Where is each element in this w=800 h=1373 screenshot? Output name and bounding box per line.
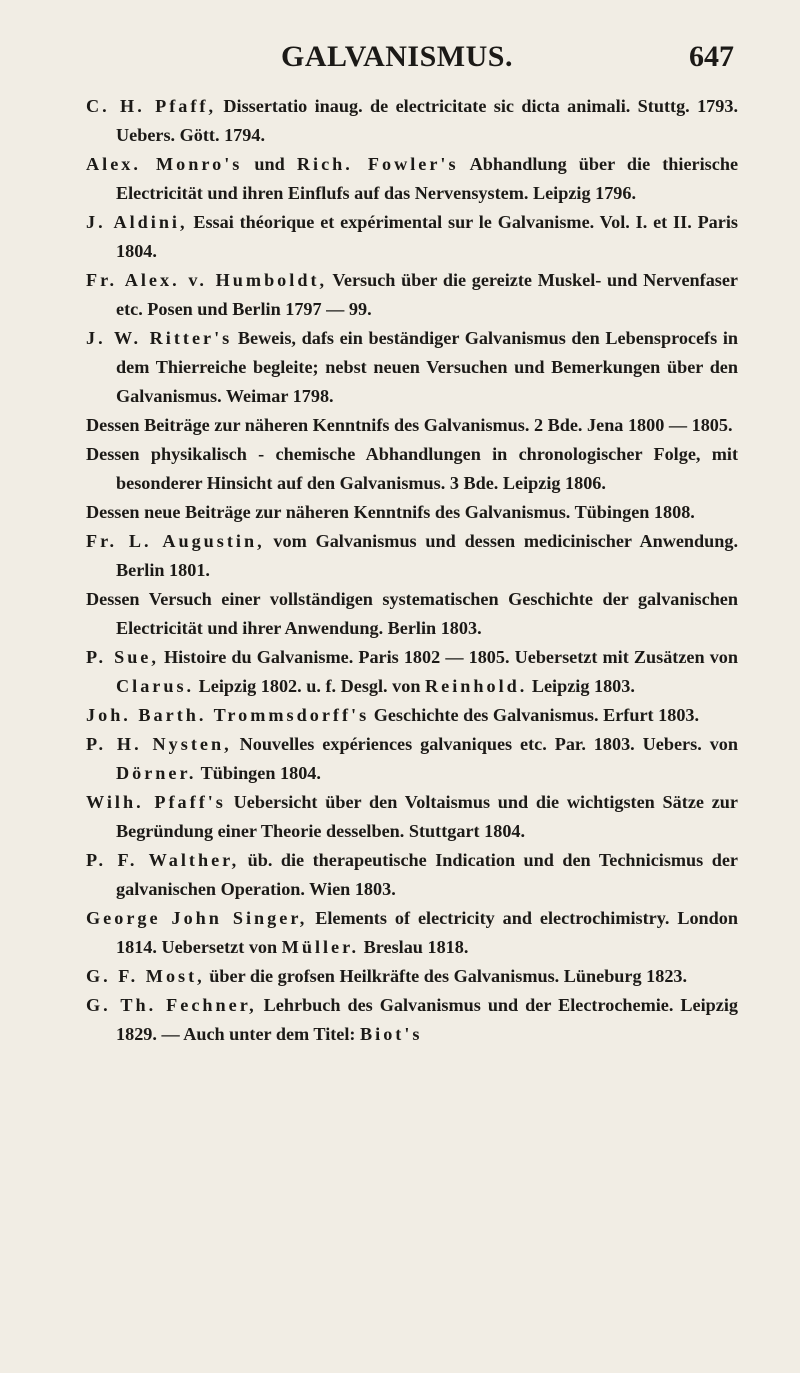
entry-author: Biot's [360,1024,423,1044]
entry-text: Dessen physikalisch - chemische Abhandlungen in chronologischer Folge, mit besonderer Hinsicht auf den Galvanismus. 3 Bde. Leipzig 1806. [86,444,738,493]
bibliography-entry [86,411,738,440]
entry-author: C. H. Pfaff, [86,96,217,116]
entry-text: Essai théorique et expérimental sur le Galvanisme. Vol. I. et II. Paris 1804. [116,212,738,261]
page-header [86,0,738,92]
entry-text: Elements of electricity and electrochimistry. London 1814. Uebersetzt von [116,908,738,957]
entry-text: Histoire du Galvanisme. Paris 1802 — 1805. Uebersetzt mit Zusätzen von [158,647,738,667]
entry-author: Joh. Barth. Trommsdorff's [86,705,370,725]
entry-author: P. Sue, [86,647,159,667]
bibliography-entry [86,730,738,788]
bibliography-entry [86,846,738,904]
bibliography-entry [86,962,738,991]
running-head: GALVANISMUS. [281,40,513,73]
bibliography-entry [86,324,738,411]
entry-text: Abhandlung über die thierische Electricität und ihren Einflufs auf das Nervensystem. Leipzig 1796. [116,154,739,203]
entry-text: Dissertatio inaug. de electricitate sic dicta animali. Stuttg. 1793. Uebers. Gött. 1794. [116,96,739,145]
entry-text: und [242,154,297,174]
entry-text: Dessen Versuch einer vollständigen systematischen Geschichte der galvanischen Electricität und ihrer Anwendung. Berlin 1803. [86,589,738,638]
entry-author: G. Th. Fechner, [86,995,257,1015]
entry-author: Alex. Monro's [86,154,243,174]
entry-author: P. F. Walther, [86,850,240,870]
bibliography-entry [86,991,738,1049]
bibliography-entry [86,527,738,585]
bibliography-entry [86,585,738,643]
entry-text: Leipzig 1802. u. f. Desgl. von [194,676,425,696]
bibliography-entry [86,92,738,150]
entry-author: J. W. Ritter's [86,328,233,348]
entry-author: Fr. Alex. v. Humboldt, [86,270,328,290]
entry-text: Lehrbuch des Galvanismus und der Electrochemie. Leipzig 1829. — Auch unter dem Titel: [116,995,738,1044]
entry-text: Beweis, dafs ein beständiger Galvanismus den Lebensprocefs in dem Thierreiche begleite; nebst neuen Versuchen und Bemerkungen über den Galvanismus. Weimar 1798. [116,328,738,406]
entry-text: über die grofsen Heilkräfte des Galvanismus. Lüneburg 1823. [204,966,688,986]
entry-text: Leipzig 1803. [527,676,635,696]
entry-author: Wilh. Pfaff's [86,792,226,812]
bibliography-entry [86,701,738,730]
entry-author: Dörner. [116,763,197,783]
entry-text: Tübingen 1804. [196,763,321,783]
bibliography-entry [86,904,738,962]
bibliography-entry [86,266,738,324]
entry-text: Dessen Beiträge zur näheren Kenntnifs des Galvanismus. 2 Bde. Jena 1800 — 1805. [86,415,733,435]
entry-author: G. F. Most, [86,966,205,986]
entry-text: üb. die therapeutische Indication und den Technicismus der galvanischen Operation. Wien 1803. [116,850,738,899]
entry-author: Reinhold. [424,676,528,696]
entry-author: P. H. Nysten, [86,734,232,754]
page-number: 647 [689,40,734,73]
entry-author: J. Aldini, [86,212,188,232]
entry-author: Rich. Fowler's [296,154,459,174]
entry-text: Versuch über die gereizte Muskel- und Nervenfaser etc. Posen und Berlin 1797 — 99. [116,270,739,319]
bibliography-entry [86,643,738,701]
bibliography-entry [86,208,738,266]
bibliography-entry [86,788,738,846]
entry-text: Geschichte des Galvanismus. Erfurt 1803. [369,705,700,725]
entry-text: Breslau 1818. [359,937,469,957]
entry-author: Fr. L. Augustin, [86,531,265,551]
entry-text: vom Galvanismus und dessen medicinischer Anwendung. Berlin 1801. [116,531,739,580]
entry-text: Nouvelles expériences galvaniques etc. Par. 1803. Uebers. von [231,734,738,754]
entry-text: Uebersicht über den Voltaismus und die wichtigsten Sätze zur Begründung einer Theorie desselben. Stuttgart 1804. [116,792,738,841]
entry-author: George John Singer, [86,908,308,928]
bibliography-list [86,92,738,1049]
bibliography-entry [86,498,738,527]
entry-author: Müller. [281,937,360,957]
entry-text: Dessen neue Beiträge zur näheren Kenntnifs des Galvanismus. Tübingen 1808. [86,502,695,522]
entry-author: Clarus. [116,676,195,696]
bibliography-entry [86,150,738,208]
bibliography-entry [86,440,738,498]
